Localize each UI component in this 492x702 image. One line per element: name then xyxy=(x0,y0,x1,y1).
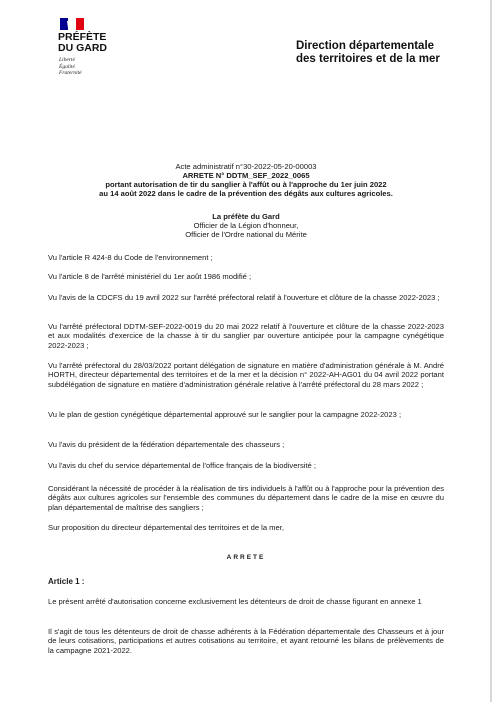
vu-paragraph: Vu le plan de gestion cynégétique départemental approuvé sur le sanglier pour la campagne 2022-2023 ; xyxy=(48,410,402,419)
prefecture-line-2: DU GARD xyxy=(58,42,107,54)
prefecture-line-1: PRÉFÈTE xyxy=(58,31,107,43)
motto-egalite: Égalité xyxy=(59,63,75,70)
direction-heading xyxy=(296,40,456,66)
proposition-paragraph: Sur proposition du directeur départemental des territoires et de la mer, xyxy=(48,523,284,532)
motto-fraternite: Fraternité xyxy=(59,70,82,76)
article-1-paragraph-1: Le présent arrêté d'autorisation concerne exclusivement les détenteurs de droit de chasse figurant en annexe 1 xyxy=(48,597,422,606)
vu-paragraph: Vu l'article 8 de l'arrêté ministériel du 1er août 1986 modifié ; xyxy=(48,272,252,281)
arrete-object-line-2: au 14 août 2022 dans le cadre de la prévention des dégâts aux cultures agricoles. xyxy=(99,189,393,198)
direction-line-1: Direction départementale xyxy=(296,40,435,52)
direction-line-2: des territoires et de la mer xyxy=(296,53,440,65)
signatory-honour-2: Officier de l'Ordre national du Mérite xyxy=(185,230,307,239)
motto-liberte: Liberté xyxy=(59,57,75,63)
arrete-number: ARRETE N° DDTM_SEF_2022_0065 xyxy=(182,171,310,180)
republic-motto xyxy=(59,57,82,77)
article-1-heading: Article 1 : xyxy=(48,577,85,586)
prefecture-name xyxy=(58,32,107,54)
vu-paragraph: Vu l'avis de la CDCFS du 19 avril 2022 sur l'arrêté préfectoral relatif à l'ouverture et clôture de la chasse 2022-2023 ; xyxy=(48,293,440,302)
article-1-paragraph-2: Il s'agit de tous les détenteurs de droit de chasse adhérents à la Fédération départementale des Chasseurs et à jour de leurs cotisations, participations et autres cotisations au territoire, et ayant retourné les bilans de prélèvements de la campagne 2021-2022. xyxy=(48,627,444,655)
vu-paragraph: Vu l'avis du président de la fédération départementale des chasseurs ; xyxy=(48,440,285,449)
arrete-object-line-1: portant autorisation de tir du sanglier à l'affût ou à l'approche du 1er juin 2022 xyxy=(105,180,387,189)
vu-paragraph: Vu l'article R 424-8 du Code de l'environnement ; xyxy=(48,253,213,262)
signatory-honour-1: Officier de la Légion d'honneur, xyxy=(193,221,299,230)
vu-paragraph: Vu l'arrêté préfectoral du 28/03/2022 portant délégation de signature en matière d'administration générale à M. André HORTH, directeur départemental des territoires et de la mer et la décision n° 2022-AH-AG01 du 04 avril 2022 portant subdélégation de signature en matière d'administration générale relative à l'arrêté préfectoral du 28 mars 2022 ; xyxy=(48,361,444,389)
signatory-title: La préfète du Gard xyxy=(212,212,280,221)
marianne-flag-logo xyxy=(60,18,84,30)
vu-paragraph: Vu l'avis du chef du service départemental de l'office français de la biodiversité ; xyxy=(48,461,316,470)
vu-paragraph: Vu l'arrêté préfectoral DDTM-SEF-2022-0019 du 20 mai 2022 relatif à l'ouverture et clôture de la chasse 2022-2023 et aux modalités d'exercice de la chasse à tir du sanglier par ouverture anticipée pour la campagne cynégétique 2022-2023 ; xyxy=(48,322,444,350)
acte-number: Acte administratif n°30-2022-05-20-00003 xyxy=(175,162,317,171)
arrete-heading: ARRETE xyxy=(226,554,266,561)
considerant-paragraph: Considérant la nécessité de procéder à la réalisation de tirs individuels à l'affût ou à l'approche pour la prévention des dégâts aux cultures agricoles sur l'ensemble des communes du département dans le cadre de la mise en œuvre du plan départemental de maîtrise des sangliers ; xyxy=(48,484,444,512)
